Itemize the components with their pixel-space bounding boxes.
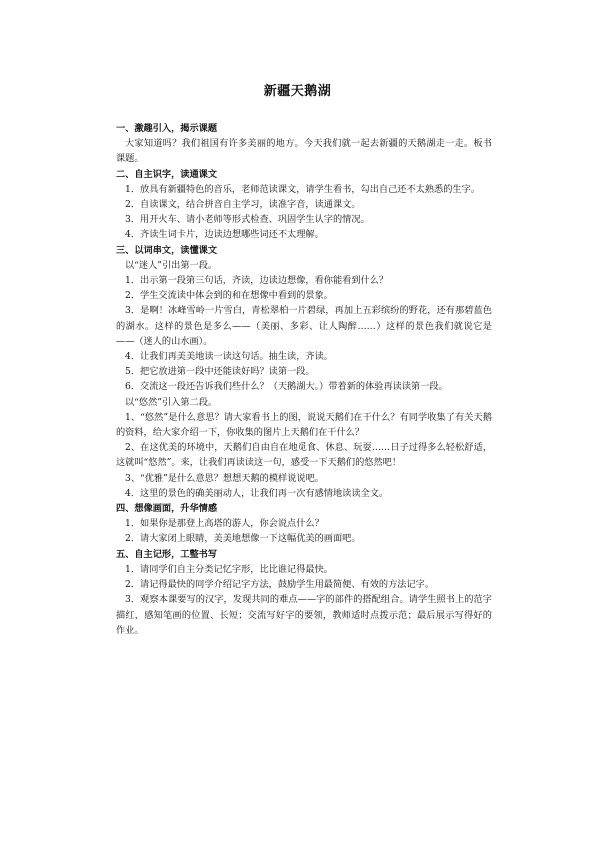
document-body — [116, 121, 492, 638]
paragraph: 2．请记得最快的同学介绍记字方法，鼓励学生用最简便、有效的方法记字。 — [125, 579, 435, 591]
paragraph: 2．自读课文，结合拼音自主学习，读准字音，读通课文。 — [125, 199, 361, 211]
section-heading: 二、自主识字，读通课文 — [116, 168, 218, 180]
paragraph: 1．如果你是那登上高塔的游人，你会说点什么？ — [125, 518, 324, 530]
paragraph: 1．放具有新疆特色的音乐，老师范读课文，请学生看书，勾出自己还不太熟悉的生字。 — [125, 183, 480, 195]
paragraph: 3．观察本课要写的汉字，发现共同的难点——字的部件的搭配组合。请学生照书上的范字描红，感知笔画的位置、长短；交流写好字的要领，教师适时点拨示范；最后展示写得好的作业。 — [116, 594, 492, 636]
paragraph: 4．这里的景色的确美丽动人，让我们再一次有感情地读读全文。 — [125, 487, 389, 499]
paragraph: 2．学生交流读中体会到的和在想像中看到的景象。 — [125, 290, 333, 302]
paragraph: 1、“悠然”是什么意思？请大家看书上的图，说说天鹅们在干什么？有同学收集了有关天鹅的资料，给大家介绍一下，你收集的图片上天鹅们在干什么？ — [116, 411, 492, 439]
paragraph: 3、“优雅”是什么意思？想想天鹅的模样说说吧。 — [125, 472, 324, 484]
section-heading: 五、自主记形，工整书写 — [116, 548, 218, 560]
paragraph: 5．把它放进第一段中还能读好吗？读第一段。 — [125, 366, 315, 378]
paragraph: 大家知道吗？我们祖国有许多美丽的地方。今天我们就一起去新疆的天鹅湖走一走。板书课题。 — [116, 138, 492, 165]
paragraph: 3．是啊！冰峰雪岭一片雪白，青松翠柏一片碧绿，再加上五彩缤纷的野花，还有那碧蓝色的湖水。这样的景色是多么——（美丽、多彩、让人陶醉……）这样的景色我们就说它是——（迷人的山水画）。 — [116, 305, 492, 347]
paragraph: 2．请大家闭上眼睛，美美地想像一下这幅优美的画面吧。 — [125, 533, 361, 545]
paragraph: 6．交流这一段还告诉我们些什么？（天鹅湖大。）带着新的体验再读读第一段。 — [125, 381, 448, 393]
paragraph: 以“迷人”引出第一段。 — [125, 259, 218, 271]
paragraph: 2、在这优美的环境中，天鹅们自由自在地觅食、休息、玩耍……日子过得多么轻松舒适，这就叫“悠然”。来，让我们再读读这一句，感受一下天鹅们的悠然吧！ — [116, 442, 492, 469]
document-title: 新疆天鹅湖 — [263, 84, 332, 99]
paragraph: 以“悠然”引入第二段。 — [125, 396, 218, 408]
section-heading: 三、以词串文，读懂课文 — [116, 244, 218, 256]
paragraph: 4．让我们再美美地读一读这句话。抽生读，齐读。 — [125, 351, 333, 363]
paragraph: 3．用开火车、请小老师等形式检查、巩固学生认字的情况。 — [125, 214, 370, 226]
paragraph: 4．齐读生词卡片，边读边想哪些词还不太理解。 — [125, 229, 324, 241]
section-heading: 一、激趣引入，揭示课题 — [116, 123, 218, 134]
section-heading: 四、想像画面，升华情感 — [116, 503, 218, 515]
paragraph: 1．请同学们自主分类记忆字形，比比谁记得最快。 — [125, 563, 333, 575]
paragraph: 1．出示第一段第三句话，齐读，边读边想像，看你能看到什么？ — [125, 275, 389, 287]
